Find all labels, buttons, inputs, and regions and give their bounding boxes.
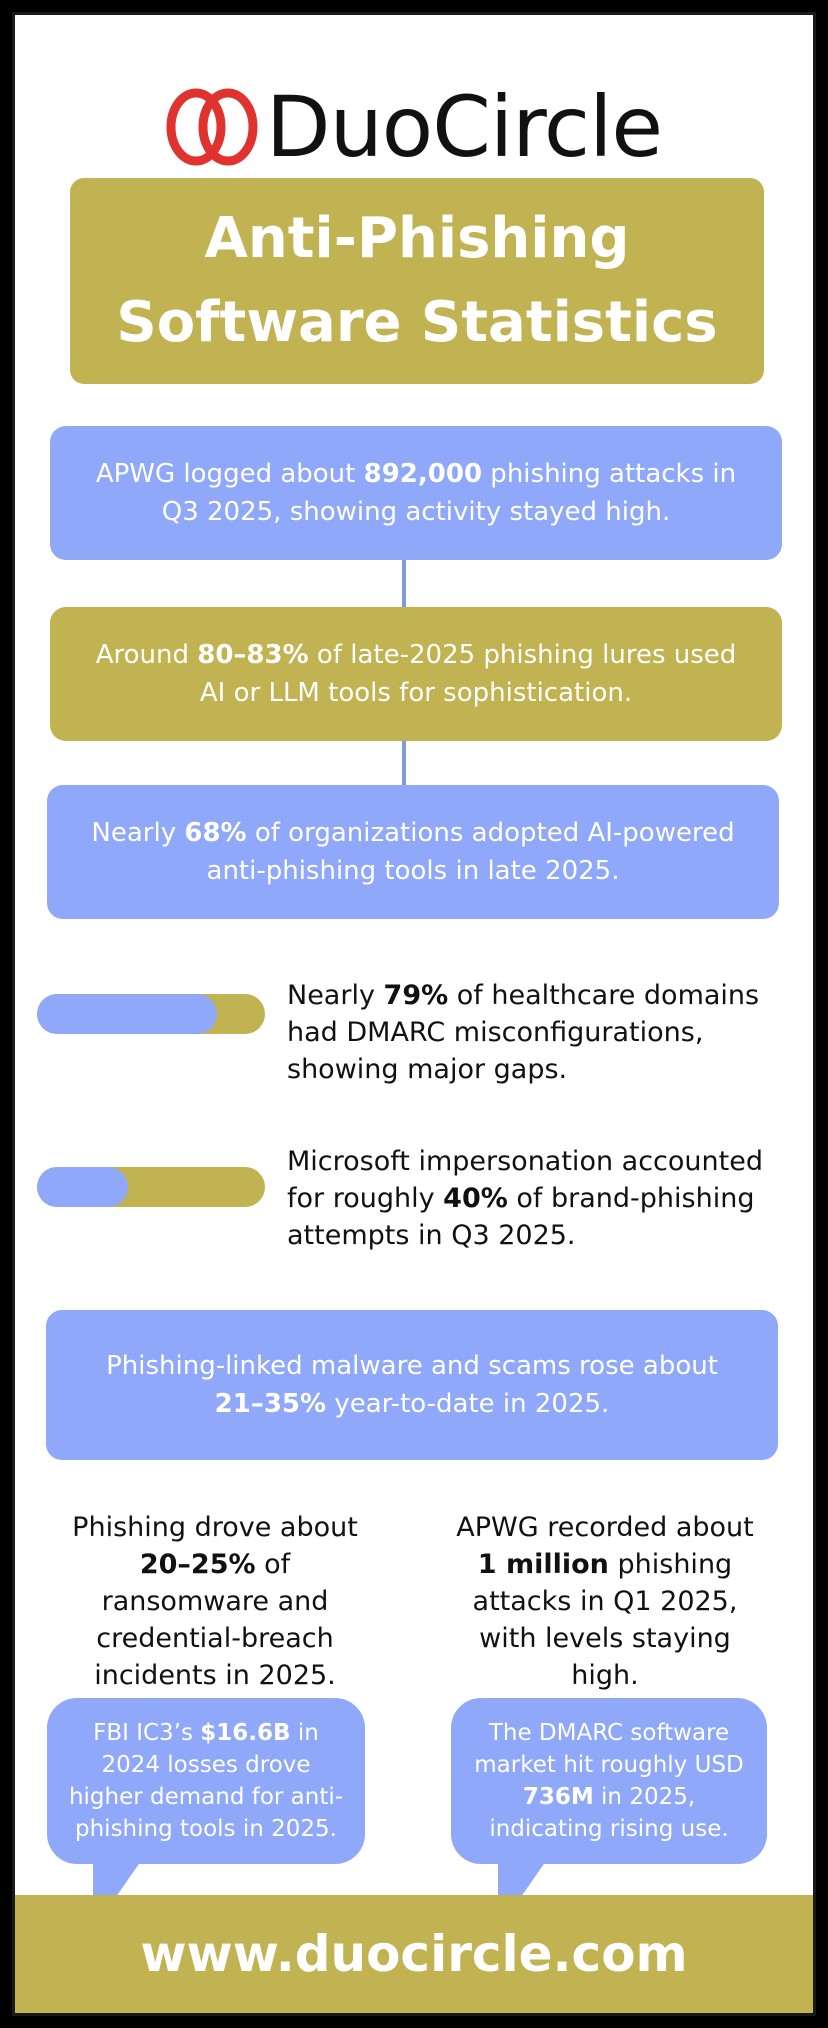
- bar-1-value: 79%: [383, 980, 449, 1011]
- stat-2-value: 80–83%: [197, 640, 309, 670]
- bubble-2-pre: The DMARC software market hit roughly USD: [474, 1720, 744, 1778]
- microsoft-impersonation-text: [287, 1143, 797, 1254]
- stat-box-2: [50, 607, 782, 741]
- stat-box-3: [47, 785, 779, 919]
- infographic: [12, 12, 816, 2016]
- bubble-1-post: in 2024 losses drove higher demand for anti-phishing tools in 2025.: [68, 1720, 344, 1842]
- bar-1-pre: Nearly: [287, 980, 384, 1011]
- stat-3-pre: Nearly: [91, 818, 185, 848]
- malware-stat-box: [46, 1310, 778, 1460]
- brand-name: DuoCircle: [265, 78, 663, 176]
- col-1-pre: Phishing drove about: [72, 1512, 358, 1543]
- duocircle-logo: [15, 77, 813, 177]
- stat-box-1: [50, 426, 782, 560]
- stat-2-post: of late-2025 phishing lures used AI or LLM tools for sophistication.: [199, 640, 737, 708]
- healthcare-dmarc-bar-fill: [37, 994, 217, 1034]
- malware-value: 21–35%: [214, 1389, 327, 1419]
- bar-2-value: 40%: [443, 1183, 508, 1214]
- stat-1-value: 892,000: [363, 459, 483, 489]
- healthcare-dmarc-bar: [37, 994, 265, 1034]
- duocircle-rings-icon: [166, 87, 262, 167]
- stat-2-pre: Around: [95, 640, 198, 670]
- col-1-value: 20–25%: [139, 1549, 256, 1580]
- col-1-post: of ransomware and credential-breach incidents in 2025.: [94, 1549, 336, 1691]
- col-2-pre: APWG recorded about: [456, 1512, 754, 1543]
- col-2-post: phishing attacks in Q1 2025, with levels staying high.: [472, 1549, 738, 1691]
- malware-pre: Phishing-linked malware and scams rose about: [106, 1351, 718, 1381]
- footer-banner: [15, 1895, 813, 2013]
- microsoft-impersonation-bar-fill: [37, 1167, 128, 1207]
- stat-1-post: phishing attacks in Q3 2025, showing activity stayed high.: [161, 459, 737, 527]
- ransomware-stat-text: [55, 1509, 375, 1694]
- col-2-value: 1 million: [477, 1549, 609, 1580]
- fbi-losses-bubble: [47, 1698, 365, 1864]
- bar-2-pre: Microsoft impersonation accounted for roughly: [287, 1146, 763, 1214]
- title-line-2: Software Statistics: [116, 290, 718, 355]
- bubble-1-pre: FBI IC3’s: [93, 1720, 201, 1746]
- connector-line: [402, 741, 406, 785]
- bubble-1-value: $16.6B: [200, 1720, 291, 1746]
- website-url[interactable]: www.duocircle.com: [140, 1925, 688, 1983]
- stat-3-post: of organizations adopted AI-powered anti-phishing tools in late 2025.: [206, 818, 735, 886]
- malware-post: year-to-date in 2025.: [326, 1389, 610, 1419]
- bubble-2-value: 736M: [522, 1784, 594, 1810]
- healthcare-dmarc-text: [287, 977, 797, 1088]
- microsoft-impersonation-bar: [37, 1167, 265, 1207]
- title-line-1: Anti-Phishing: [204, 206, 630, 271]
- bar-1-post: of healthcare domains had DMARC misconfigurations, showing major gaps.: [287, 980, 760, 1085]
- bubble-2-post: in 2025, indicating rising use.: [489, 1784, 729, 1842]
- q1-attacks-stat-text: [445, 1509, 765, 1694]
- connector-line: [402, 560, 406, 607]
- stat-1-pre: APWG logged about: [95, 459, 364, 489]
- dmarc-market-bubble: [451, 1698, 767, 1864]
- bar-2-post: of brand-phishing attempts in Q3 2025.: [287, 1183, 755, 1251]
- title-banner: [70, 178, 764, 384]
- stat-3-value: 68%: [184, 818, 247, 848]
